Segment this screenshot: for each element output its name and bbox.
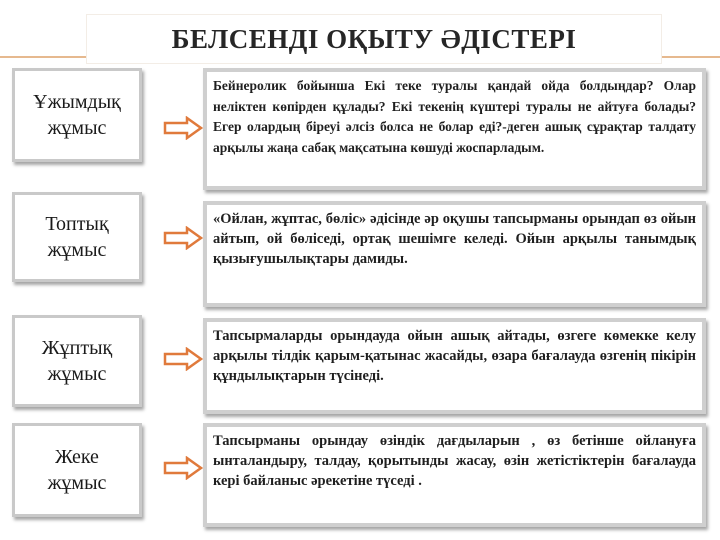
description-box-individual [203,423,706,527]
method-box-collective [12,68,142,162]
description-box-pair [203,318,706,414]
method-box-group [12,192,142,282]
method-label: Ұжымдық жұмыс [33,91,121,139]
method-box-pair [12,315,142,407]
page-title: БЕЛСЕНДІ ОҚЫТУ ӘДІСТЕРІ [171,23,577,54]
description-text: Бейнеролик бойынша Екі теке туралы қандай ойда болдыңдар? Олар неліктен көпірден құлады? Екі текенің күштері туралы не айтуға болады? Егер олардың біреуі әлсіз болса не болар еді?-деген ашық сұрақтар талдату арқылы жаңа сабақ мақсатына көшуді жоспарладым. [213,78,696,155]
description-box-group [203,201,706,307]
description-text: Тапсырманы орындау өзіндік дағдыларын , өз бетінше ойлануға ынталандыру, талдау, қорытынды жасау, өзін жетістіктерін бағалауда кері байланыс әрекетіне түседі . [213,433,696,489]
title-banner [86,14,662,64]
description-box-collective [203,68,706,190]
method-label: Жеке жұмыс [47,446,107,494]
method-label: Жұптық жұмыс [41,337,113,385]
method-box-individual [12,423,142,517]
description-text: «Ойлан, жұптас, бөліс» әдісінде әр оқушы тапсырманы орындап өз ойын айтып, ой бөліседі, ортақ шешімге келеді. Ойын арқылы танымдық қызығушылықтары дамиды. [213,211,696,267]
arrow-right-icon [163,347,203,371]
description-text: Тапсырмаларды орындауда ойын ашық айтады, өзгеге көмекке келу арқылы тілдік қарым-қатынас жасайды, өзара бағалауда өзгенің пікірін құндылықтарын түсінеді. [213,328,696,384]
method-label: Топтық жұмыс [45,213,109,261]
arrow-right-icon [163,456,203,480]
arrow-right-icon [163,226,203,250]
arrow-right-icon [163,116,203,140]
